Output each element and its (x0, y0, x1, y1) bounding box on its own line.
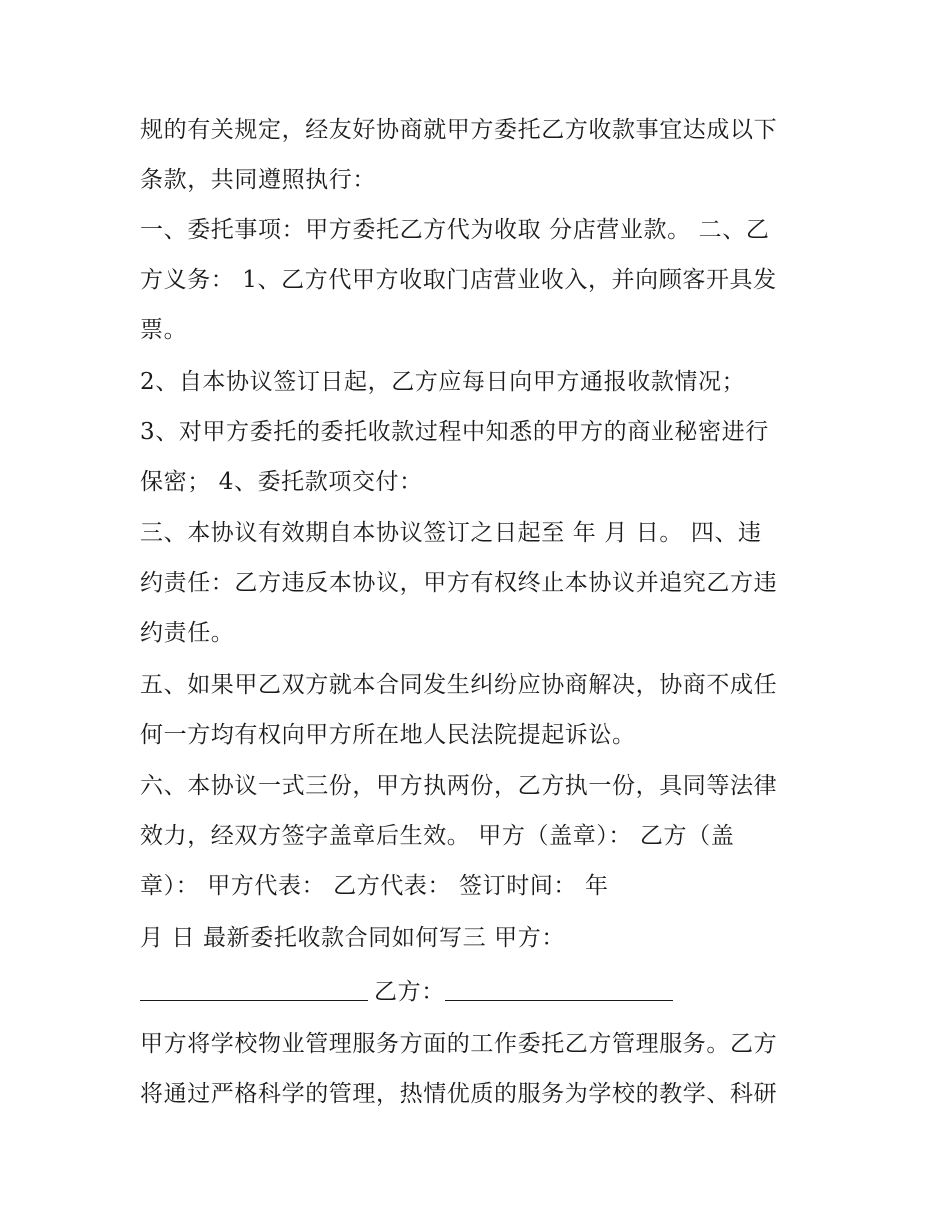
text-line: 票。 (140, 317, 188, 343)
text-line: 条款，共同遵照执行： (140, 167, 376, 193)
text-line: 六、本协议一式三份，甲方执两份，乙方执一份，具同等法律 (140, 773, 778, 799)
text-line: 保密； 4、委托款项交付： (140, 469, 423, 495)
text-line: 何一方均有权向甲方所在地人民法院提起诉讼。 (140, 722, 636, 748)
text-line: 月 日 最新委托收款合同如何写三 甲方： (140, 925, 565, 951)
text-line: 五、如果甲乙双方就本合同发生纠纷应协商解决，协商不成任 (140, 672, 778, 698)
text-line: 章）： 甲方代表： 乙方代表： 签订时间： 年 (140, 873, 609, 899)
party-b-label: 乙方： (374, 979, 445, 1005)
text-line: 3、对甲方委托的委托收款过程中知悉的甲方的商业秘密进行 (140, 419, 769, 445)
text-line: 规的有关规定，经友好协商就甲方委托乙方收款事宜达成以下 (140, 117, 778, 143)
text-line: 效力，经双方签字盖章后生效。 甲方（盖章）： 乙方（盖 (140, 823, 735, 849)
text-line: 约责任：乙方违反本协议，甲方有权终止本协议并追究乙方违 (140, 570, 778, 596)
party-a-blank (140, 976, 368, 1001)
text-line: 甲方将学校物业管理服务方面的工作委托乙方管理服务。乙方 (140, 1031, 778, 1057)
text-line: 方义务： 1、乙方代甲方收取门店营业收入，并向顾客开具发 (140, 267, 777, 293)
text-line: 三、本协议有效期自本协议签订之日起至 年 月 日。 四、违 (140, 520, 762, 546)
text-line: 将通过严格科学的管理，热情优质的服务为学校的教学、科研 (140, 1081, 778, 1107)
text-line: 2、自本协议签订日起，乙方应每日向甲方通报收款情况； (140, 369, 746, 395)
party-b-blank (445, 976, 673, 1001)
text-line: 约责任。 (140, 620, 235, 646)
party-b-signature-line (140, 972, 820, 1012)
text-line: 一、委托事项：甲方委托乙方代为收取 分店营业款。 二、乙 (140, 217, 770, 243)
